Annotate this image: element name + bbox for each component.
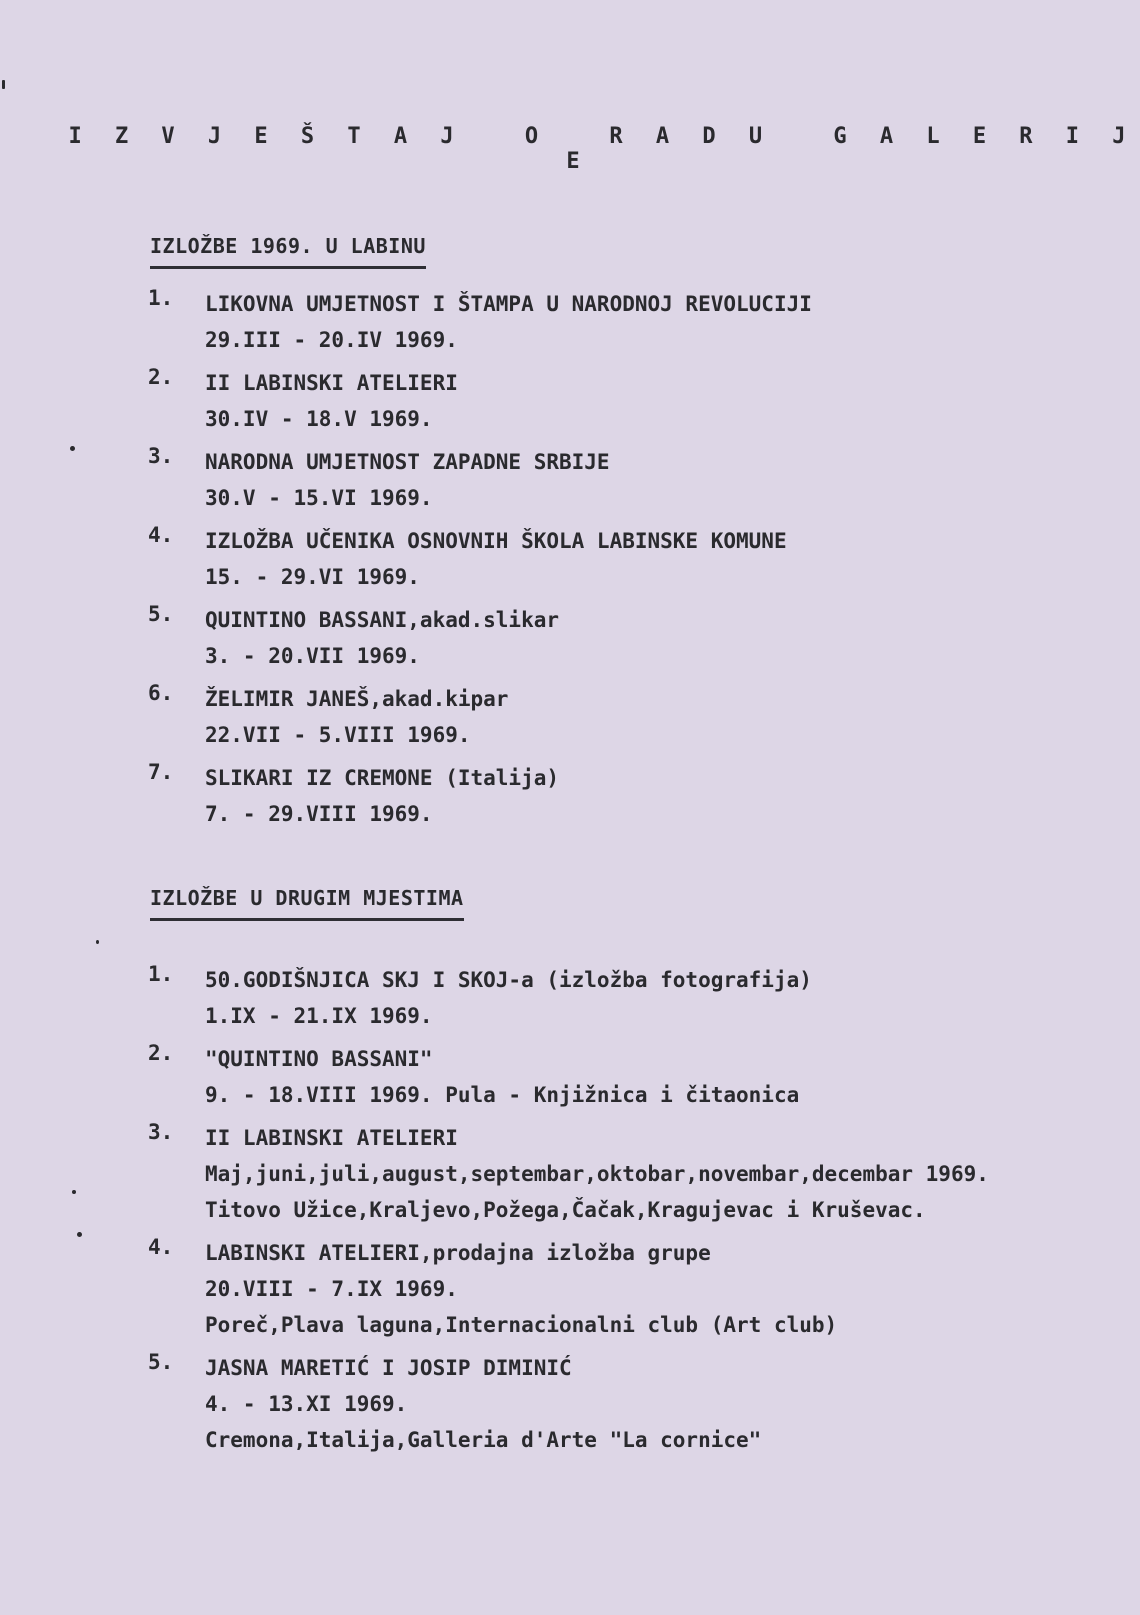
item-line: QUINTINO BASSANI,akad.slikar [205,608,560,632]
list-item [148,1041,1108,1113]
item-number: 1. [148,962,174,986]
item-line: 3. - 20.VII 1969. [205,644,420,668]
item-line: 30.IV - 18.V 1969. [205,407,433,431]
ink-speck [72,1190,76,1194]
item-line: 22.VII - 5.VIII 1969. [205,723,471,747]
list-item [148,523,1108,595]
section1-list [148,286,1108,839]
item-number: 4. [148,1235,174,1259]
ink-speck [77,1232,82,1237]
item-line: II LABINSKI ATELIERI [205,1126,458,1150]
item-line: LIKOVNA UMJETNOST I ŠTAMPA U NARODNOJ REVOLUCIJI [205,292,812,316]
item-line: Poreč,Plava laguna,Internacionalni club (Art club) [205,1313,838,1337]
item-number: 5. [148,1350,174,1374]
item-number: 3. [148,444,174,468]
list-item [148,681,1108,753]
ink-speck [70,446,75,451]
list-item [148,962,1108,1034]
ink-speck [96,940,99,944]
item-line: 50.GODIŠNJICA SKJ I SKOJ-a (izložba fotografija) [205,968,812,992]
item-line: Maj,juni,juli,august,septembar,oktobar,novembar,decembar 1969. [205,1162,989,1186]
item-number: 3. [148,1120,174,1144]
item-line: JASNA MARETIĆ I JOSIP DIMINIĆ [205,1356,572,1380]
item-line: 29.III - 20.IV 1969. [205,328,458,352]
item-line: IZLOŽBA UČENIKA OSNOVNIH ŠKOLA LABINSKE KOMUNE [205,529,787,553]
title-word: G A L E R I J E [566,124,1136,174]
item-line: 30.V - 15.VI 1969. [205,486,433,510]
item-number: 6. [148,681,174,705]
list-item [148,444,1108,516]
document-title [0,124,1140,174]
item-line: ŽELIMIR JANEŠ,akad.kipar [205,687,509,711]
item-line: "QUINTINO BASSANI" [205,1047,433,1071]
item-line: SLIKARI IZ CREMONE (Italija) [205,766,560,790]
item-number: 1. [148,286,174,310]
item-line: 1.IX - 21.IX 1969. [205,1004,433,1028]
item-line: LABINSKI ATELIERI,prodajna izložba grupe [205,1241,711,1265]
item-line: NARODNA UMJETNOST ZAPADNE SRBIJE [205,450,610,474]
item-line: 7. - 29.VIII 1969. [205,802,433,826]
list-item [148,760,1108,832]
list-item [148,365,1108,437]
section2-heading: IZLOŽBE U DRUGIM MJESTIMA [150,886,464,921]
item-line: 9. - 18.VIII 1969. Pula - Knjižnica i čitaonica [205,1083,800,1107]
title-word: R A D U [609,124,773,149]
list-item [148,286,1108,358]
item-line: Cremona,Italija,Galleria d'Arte "La cornice" [205,1428,762,1452]
list-item [148,602,1108,674]
list-item [148,1235,1108,1343]
title-word: O [524,124,549,149]
item-number: 2. [148,1041,174,1065]
item-number: 5. [148,602,174,626]
title-word: I Z V J E Š T A J [68,124,464,149]
item-line: II LABINSKI ATELIERI [205,371,458,395]
item-line: 15. - 29.VI 1969. [205,565,420,589]
list-item [148,1350,1108,1458]
list-item [148,1120,1108,1228]
section1-heading: IZLOŽBE 1969. U LABINU [150,234,426,269]
section2-list [148,962,1108,1465]
ink-speck [2,80,5,89]
item-line: Titovo Užice,Kraljevo,Požega,Čačak,Kragujevac i Kruševac. [205,1198,926,1222]
item-number: 7. [148,760,174,784]
item-number: 4. [148,523,174,547]
item-number: 2. [148,365,174,389]
item-line: 20.VIII - 7.IX 1969. [205,1277,458,1301]
item-line: 4. - 13.XI 1969. [205,1392,408,1416]
